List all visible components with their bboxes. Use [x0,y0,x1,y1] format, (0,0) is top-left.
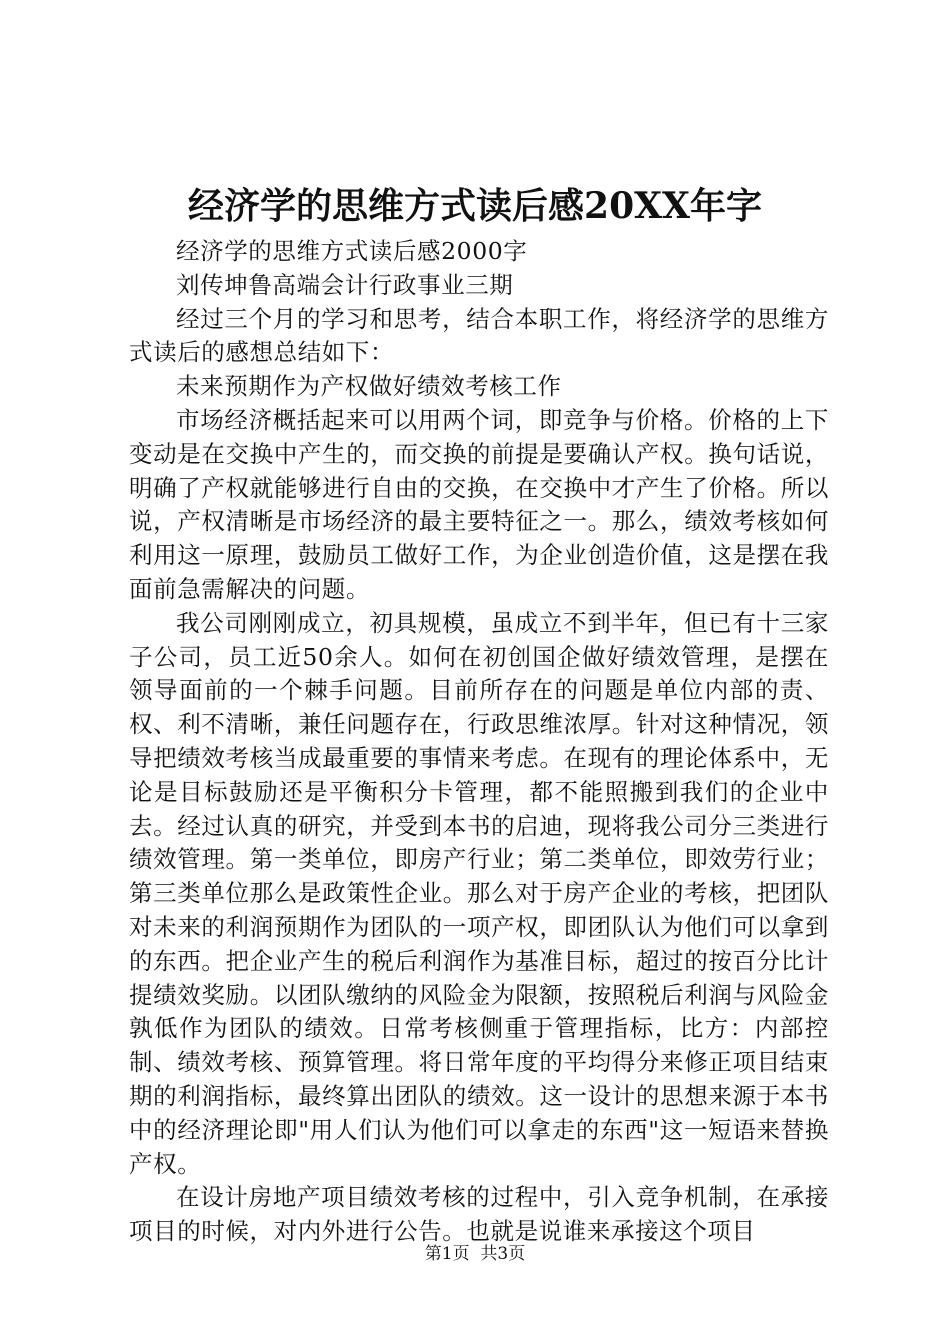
paragraph-heading: 未来预期作为产权做好绩效考核工作 [176,372,562,401]
paragraph-market: 市场经济概括起来可以用两个词，即竞争与价格。价格的上下变动是在交换中产生的，而交换的前提是要确认产权。换句话说，明确了产权就能够进行自由的交换，在交换中才产生了价格。所以说，产权清晰是市场经济的最主要特征之一。那么，绩效考核如何利用这一原理，鼓励员工做好工作，为企业创造价值，这是摆在我面前急需解决的问题。 [129,405,829,603]
paragraph-author: 刘传坤鲁高端会计行政事业三期 [176,270,514,299]
document-body [129,235,829,1249]
document-title: 经济学的思维方式读后感20XX年字 [188,185,762,227]
paragraph-company: 我公司刚刚成立，初具规模，虽成立不到半年，但已有十三家子公司，员工近50余人。如何在初创国企做好绩效管理，是摆在领导面前的一个棘手问题。目前所存在的问题是单位内部的责、权、利不清晰，兼任问题存在，行政思维浓厚。针对这种情况，领导把绩效考核当成最重要的事情来考虑。在现有的理论体系中，无论是目标鼓励还是平衡积分卡管理，都不能照搬到我们的企业中去。经过认真的研究，并受到本书的启迪，现将我公司分三类进行绩效管理。第一类单位，即房产行业；第二类单位，即效劳行业；第三类单位那么是政策性企业。那么对于房产企业的考核，把团队对未来的利润预期作为团队的一项产权，即团队认为他们可以拿到的东西。把企业产生的税后利润作为基准目标，超过的按百分比计提绩效奖励。以团队缴纳的风险金为限额，按照税后利润与风险金孰低作为团队的绩效。日常考核侧重于管理指标，比方：内部控制、绩效考核、预算管理。将日常年度的平均得分来修正项目结束期的利润指标，最终算出团队的绩效。这一设计的思想来源于本书中的经济理论即"用人们认为他们可以拿走的东西"这一短语来替换产权。 [129,608,829,1178]
page-number: 第1页 [424,1244,470,1264]
paragraph-subtitle: 经济学的思维方式读后感2000字 [176,237,528,265]
page-total: 共3页 [480,1244,526,1264]
paragraph-intro: 经过三个月的学习和思考，结合本职工作，将经济学的思维方式读后的感想总结如下： [129,304,829,367]
paragraph-real-estate: 在设计房地产项目绩效考核的过程中，引入竞争机制，在承接项目的时候，对内外进行公告。也就是说谁来承接这个项目 [129,1183,829,1246]
page-footer [0,1242,950,1266]
